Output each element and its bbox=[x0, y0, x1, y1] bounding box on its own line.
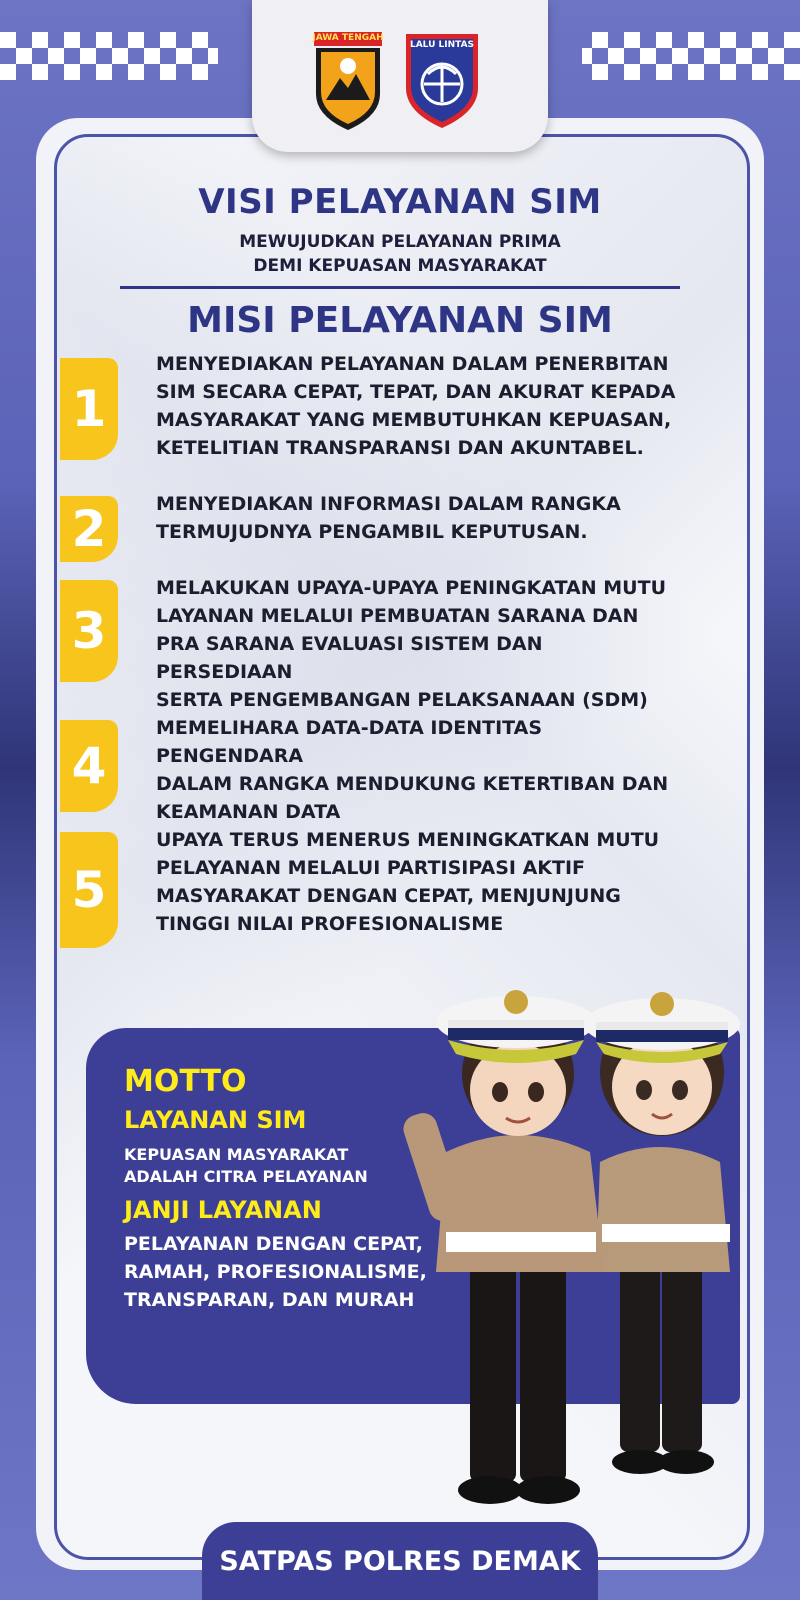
misi-item-4: MEMELIHARA DATA-DATA IDENTITAS PENGENDARA DALAM RANGKA MENDUKUNG KETERTIBAN DAN KEAMANAN DATA bbox=[156, 717, 669, 823]
motto-heading: MOTTO bbox=[124, 1064, 247, 1099]
misi-title: MISI PELAYANAN SIM bbox=[187, 300, 613, 341]
misi-number: 5 bbox=[71, 861, 107, 919]
janji-layanan-text: PELAYANAN DENGAN CEPAT, RAMAH, PROFESIONALISME, TRANSPARAN, DAN MURAH bbox=[124, 1233, 427, 1311]
misi-item-1: MENYEDIAKAN PELAYANAN DALAM PENERBITAN SIM SECARA CEPAT, TEPAT, DAN AKURAT KEPADA MASYARAKAT YANG MEMBUTUHKAN KEPUASAN, KETELITIAN TRANSPARANSI DAN AKUNTABEL. bbox=[156, 353, 676, 459]
misi-number: 1 bbox=[71, 380, 107, 438]
female-officer-figure bbox=[584, 992, 740, 1474]
police-officers-illustration bbox=[390, 962, 770, 1522]
visi-title: VISI PELAYANAN SIM bbox=[198, 182, 602, 222]
jawa-tengah-label: JAWA TENGAH bbox=[312, 33, 384, 43]
misi-item-3: MELAKUKAN UPAYA-UPAYA PENINGKATAN MUTU LAYANAN MELALUI PEMBUATAN SARANA DAN PRA SARANA EVALUASI SISTEM DAN PERSEDIAAN SERTA PENGEMBANGAN PELAKSANAAN (SDM) bbox=[156, 577, 666, 711]
janji-layanan-heading: JANJI LAYANAN bbox=[124, 1196, 322, 1224]
male-officer-figure bbox=[400, 990, 604, 1504]
visi-line-2: DEMI KEPUASAN MASYARAKAT bbox=[253, 256, 547, 276]
jawa-tengah-shield-logo bbox=[310, 28, 386, 132]
motto-subheading: LAYANAN SIM bbox=[124, 1106, 307, 1134]
misi-item-2: MENYEDIAKAN INFORMASI DALAM RANGKA TERMUJUDNYA PENGAMBIL KEPUTUSAN. bbox=[156, 493, 621, 543]
section-divider bbox=[120, 286, 680, 289]
footer-label: SATPAS POLRES DEMAK bbox=[219, 1545, 581, 1577]
misi-number: 3 bbox=[71, 602, 107, 660]
misi-number-tab-1 bbox=[60, 358, 118, 460]
misi-number-tab-3 bbox=[60, 580, 118, 682]
footer-tab bbox=[202, 1522, 598, 1600]
misi-number: 2 bbox=[71, 500, 107, 558]
checkered-strip-right bbox=[582, 32, 800, 80]
logo-tab bbox=[252, 0, 548, 152]
checkered-strip-left bbox=[0, 32, 218, 80]
misi-number: 4 bbox=[71, 737, 107, 795]
visi-line-1: MEWUJUDKAN PELAYANAN PRIMA bbox=[239, 232, 561, 252]
misi-number-tab-2 bbox=[60, 496, 118, 562]
misi-number-tab-4 bbox=[60, 720, 118, 812]
misi-number-tab-5 bbox=[60, 832, 118, 948]
misi-item-5: UPAYA TERUS MENERUS MENINGKATKAN MUTU PELAYANAN MELALUI PARTISIPASI AKTIF MASYARAKAT DENGAN CEPAT, MENJUNJUNG TINGGI NILAI PROFESIONALISME bbox=[156, 829, 660, 935]
motto-text: KEPUASAN MASYARAKAT ADALAH CITRA PELAYANAN bbox=[124, 1145, 368, 1186]
lalu-lintas-label: LALU LINTAS bbox=[409, 40, 475, 50]
